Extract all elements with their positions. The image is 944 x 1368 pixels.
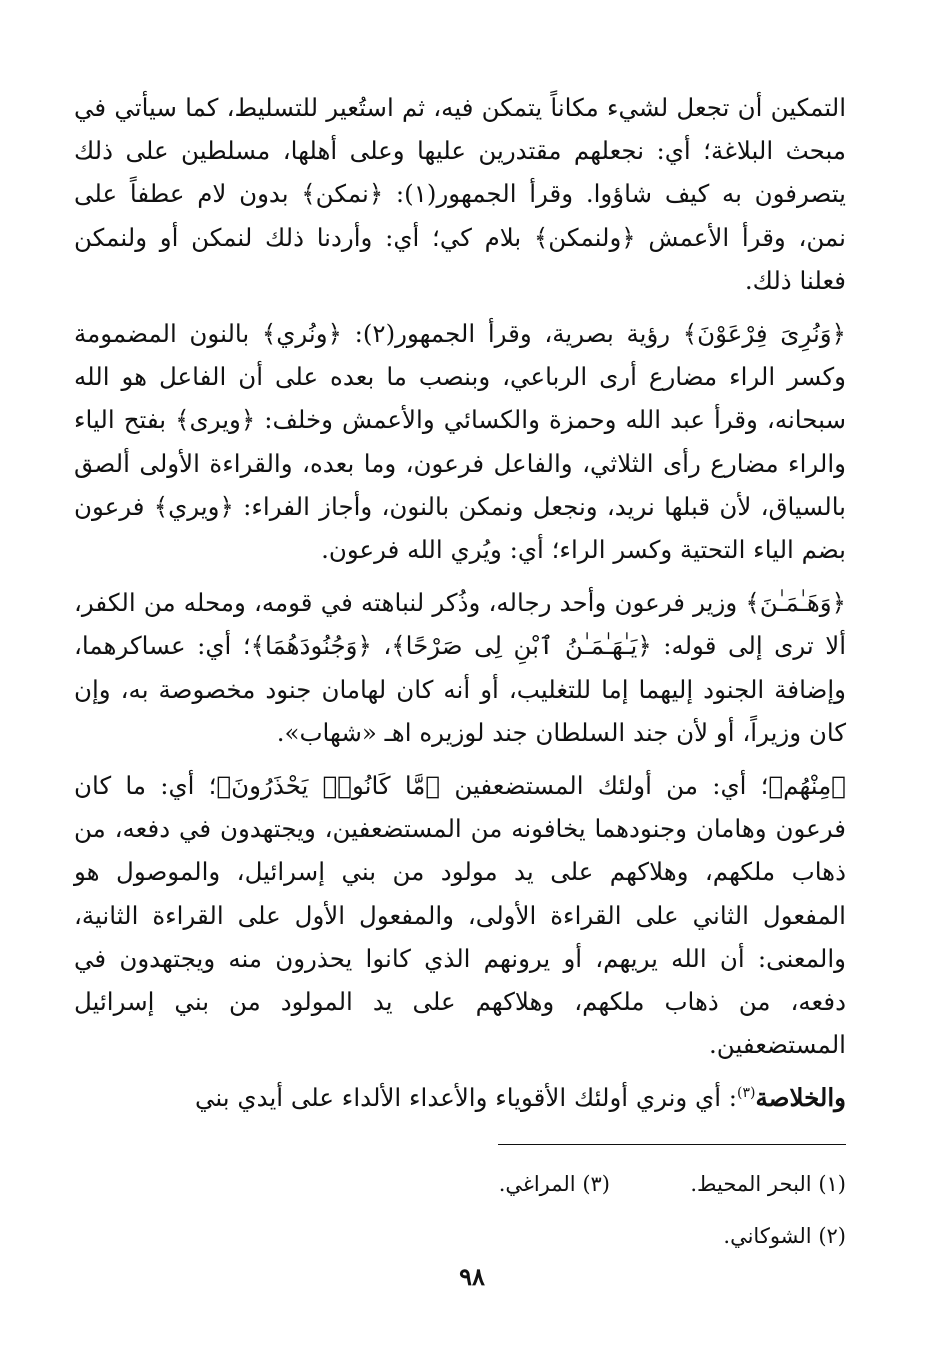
footnote-marker-3: (٣) <box>737 1085 756 1102</box>
footnote-1: (١) البحر المحيط. <box>690 1172 846 1196</box>
khulasa-text: : أي ونري أولئك الأقوياء والأعداء الألداء على أيدي بني <box>194 1083 738 1113</box>
main-text <box>74 86 846 1120</box>
paragraph-khulasa <box>74 1076 846 1119</box>
page-number: ٩٨ <box>459 1262 485 1291</box>
paragraph-haman: ﴿وَهَـٰمَـٰنَ﴾ وزير فرعون وأحد رجاله، وذُكر لنباهته في قومه، ومحله من الكفر، ألا ترى إلى قوله: ﴿يَـٰهَـٰمَـٰنُ ٱبْنِ لِى صَرْحًا﴾، ﴿وَجُنُودَهُمَا﴾؛ أي: عساكرهما، وإضافة الجنود إليهما إما للتغليب، أو أنه كان لهامان جنود مخصوصة به، وإن كان وزيراً، أو لأن جند السلطان جند لوزيره اهـ «شهاب». <box>74 588 846 747</box>
khulasa-heading: والخلاصة <box>755 1083 846 1113</box>
footnote-row <box>286 1210 846 1262</box>
footnotes <box>286 1158 846 1262</box>
paragraph-tamkeen: التمكين أن تجعل لشيء مكاناً يتمكن فيه، ثم استُعير للتسليط، كما سيأتي في مبحث البلاغة؛ أي: نجعلهم مقتدرين عليها وعلى أهلها، مسلطين على ذلك يتصرفون به كيف شاؤوا. وقرأ الجمهور(١): ﴿نمكن﴾ بدون لام عطفاً على نمن، وقرأ الأعمش ﴿ولنمكن﴾ بلام كي؛ أي: وأردنا ذلك لنمكن أو ولنمكن فعلنا ذلك. <box>74 93 846 295</box>
footnote-3: (٣) المراغي. <box>498 1172 610 1196</box>
footnote-row <box>286 1158 846 1210</box>
paragraph-minhum: ﴿مِنْهُم﴾؛ أي: من أولئك المستضعفين ﴿مَّا كَانُوا۟ يَحْذَرُونَ﴾؛ أي: ما كان فرعون وهامان وجنودهما يخافونه من المستضعفين، ويجتهدون في دفعه، من ذهاب ملكهم، وهلاكهم على يد مولود من بني إسرائيل، والموصول هو المفعول الثاني على القراءة الأولى، والمفعول الأول على القراءة الثانية، والمعنى: أن الله يريهم، أو يرونهم الذي كانوا يحذرون منه ويجتهدون في دفعه، من ذهاب ملكهم، وهلاكهم على يد المولود من بني إسرائيل المستضعفين. <box>74 771 846 1060</box>
footnote-2: (٢) الشوكاني. <box>723 1224 846 1248</box>
paragraph-nuri-firawn: ﴿وَنُرِىَ فِرْعَوْنَ﴾ رؤية بصرية، وقرأ الجمهور(٢): ﴿ونُري﴾ بالنون المضمومة وكسر الراء مضارع أرى الرباعي، وبنصب ما بعده على أن الفاعل هو الله سبحانه، وقرأ عبد الله وحمزة والكسائي والأعمش وخلف: ﴿ويرى﴾ بفتح الياء والراء مضارع رأى الثلاثي، والفاعل فرعون، وما بعده، والقراءة الأولى ألصق بالسياق، لأن قبلها نريد، ونجعل ونمكن بالنون، وأجاز الفراء: ﴿ويري﴾ فرعون بضم الياء التحتية وكسر الراء؛ أي: ويُري الله فرعون. <box>74 319 846 565</box>
footnote-separator <box>498 1144 846 1145</box>
